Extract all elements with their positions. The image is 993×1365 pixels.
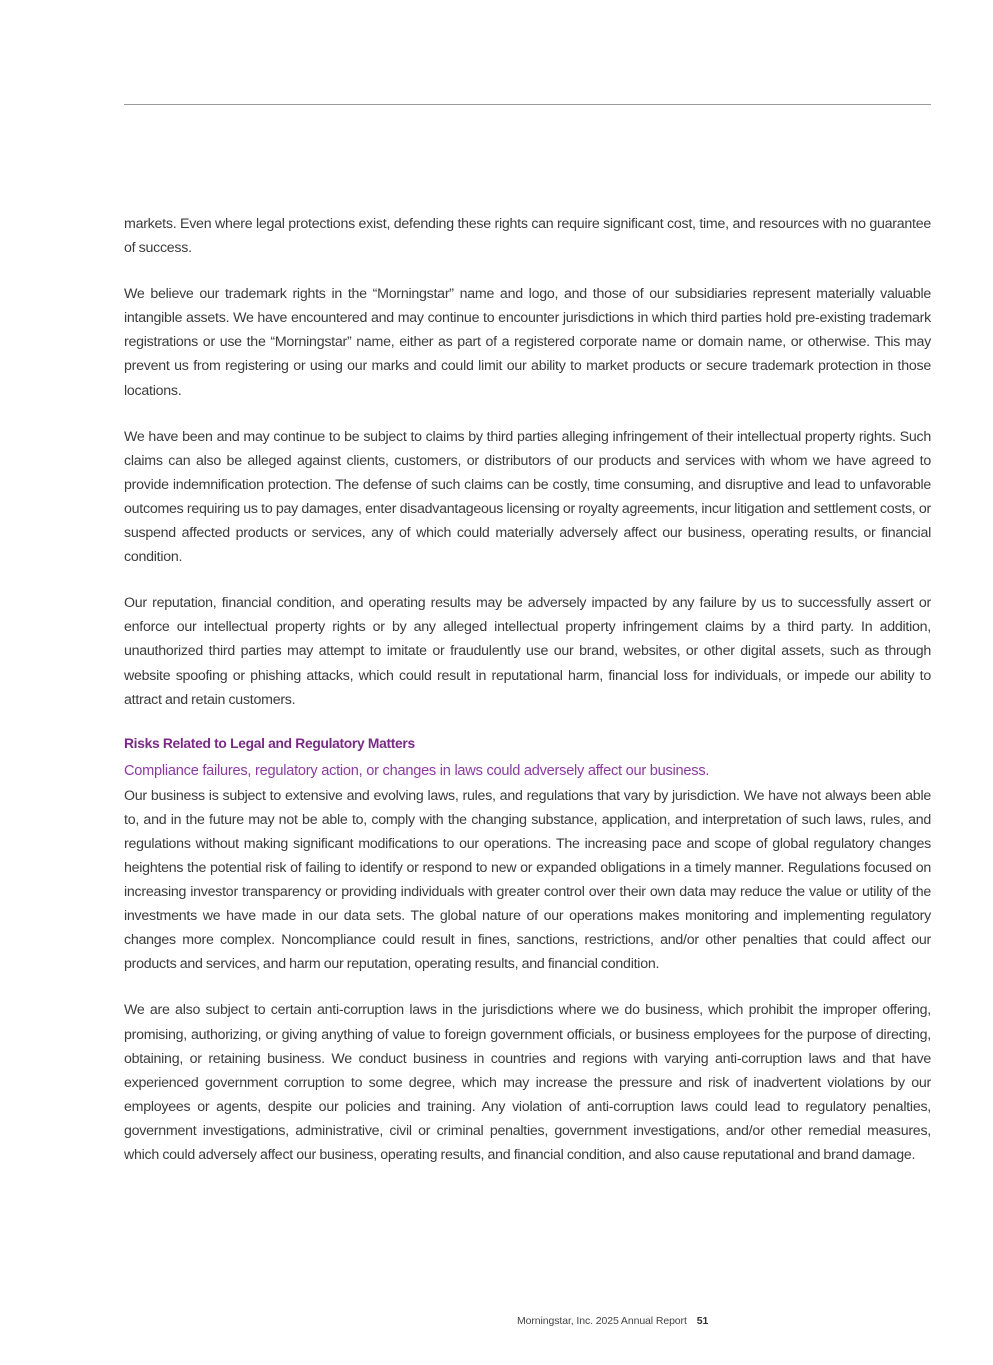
- footer-report-title: Morningstar, Inc. 2025 Annual Report: [517, 1315, 687, 1327]
- paragraph-anti-corruption: We are also subject to certain anti-corruption laws in the jurisdictions where we do business, which prohibit the improper offering, promising, authorizing, or giving anything of value to foreign government officials, or business employees for the purpose of directing, obtaining, or retaining business. We conduct business in countries and regions with varying anti-corruption laws and that have experienced government corruption to some degree, which may increase the pressure and risk of inadvertent violations by our employees or agents, despite our policies and training. Any violation of anti-corruption laws could lead to regulatory penalties, government investigations, administrative, civil or criminal penalties, government investigations, and/or other remedial measures, which could adversely affect our business, operating results, and financial condition, and also cause reputational and brand damage.: [124, 1002, 931, 1163]
- page-footer: [517, 1314, 708, 1328]
- header-rule: [124, 104, 931, 105]
- page-number: 51: [696, 1315, 709, 1327]
- paragraph-continuation: markets. Even where legal protections exist, defending these rights can require significant cost, time, and resources with no guarantee of success.: [124, 216, 931, 257]
- paragraph-regulations: Our business is subject to extensive and evolving laws, rules, and regulations that vary by jurisdiction. We have not always been able to, and in the future may not be able to, comply with the changing substance, application, and interpretation of such laws, rules, and regulations without making significant modifications to our operations. The increasing pace and scope of global regulatory changes heightens the potential risk of failing to identify or respond to new or expanded obligations in a timely manner. Regulations focused on increasing investor transparency or providing individuals with greater control over their own data may reduce the value or utility of the investments we have made in our data sets. The global nature of our operations makes monitoring and implementing regulatory changes more complex. Noncompliance could result in fines, sanctions, restrictions, and/or other penalties that could affect our products and services, and harm our reputation, operating results, and financial condition.: [124, 787, 931, 973]
- paragraph-trademark: We believe our trademark rights in the “Morningstar” name and logo, and those of our subsidiaries represent materially valuable intangible assets. We have encountered and may continue to encounter jurisdictions in which third parties hold pre-existing trademark registrations or use the “Morningstar” name, either as part of a registered corporate name or domain name, or otherwise. This may prevent us from registering or using our marks and could limit our ability to market products or secure trademark protection in those locations.: [124, 286, 931, 399]
- paragraph-ip-claims: We have been and may continue to be subject to claims by third parties alleging infringement of their intellectual property rights. Such claims can also be alleged against clients, customers, or distributors of our products and services with whom we have agreed to provide indemnification protection. The defense of such claims can be costly, time consuming, and disruptive and lead to unfavorable outcomes requiring us to pay damages, enter disadvantageous licensing or royalty agreements, incur litigation and settlement costs, or suspend affected products or services, any of which could materially adversely affect our business, operating results, or financial condition.: [124, 428, 931, 566]
- section-heading: Risks Related to Legal and Regulatory Matters: [124, 735, 415, 751]
- page-body: [124, 212, 931, 1189]
- risk-title: Compliance failures, regulatory action, or changes in laws could adversely affect our business.: [124, 762, 710, 779]
- paragraph-reputation: Our reputation, financial condition, and operating results may be adversely impacted by any failure by us to successfully assert or enforce our intellectual property rights or by any alleged intellectual property infringement claims by a third party. In addition, unauthorized third parties may attempt to imitate or fraudulently use our brand, websites, or other digital assets, such as through website spoofing or phishing attacks, which could result in reputational harm, financial loss for individuals, or impede our ability to attract and retain customers.: [124, 595, 931, 708]
